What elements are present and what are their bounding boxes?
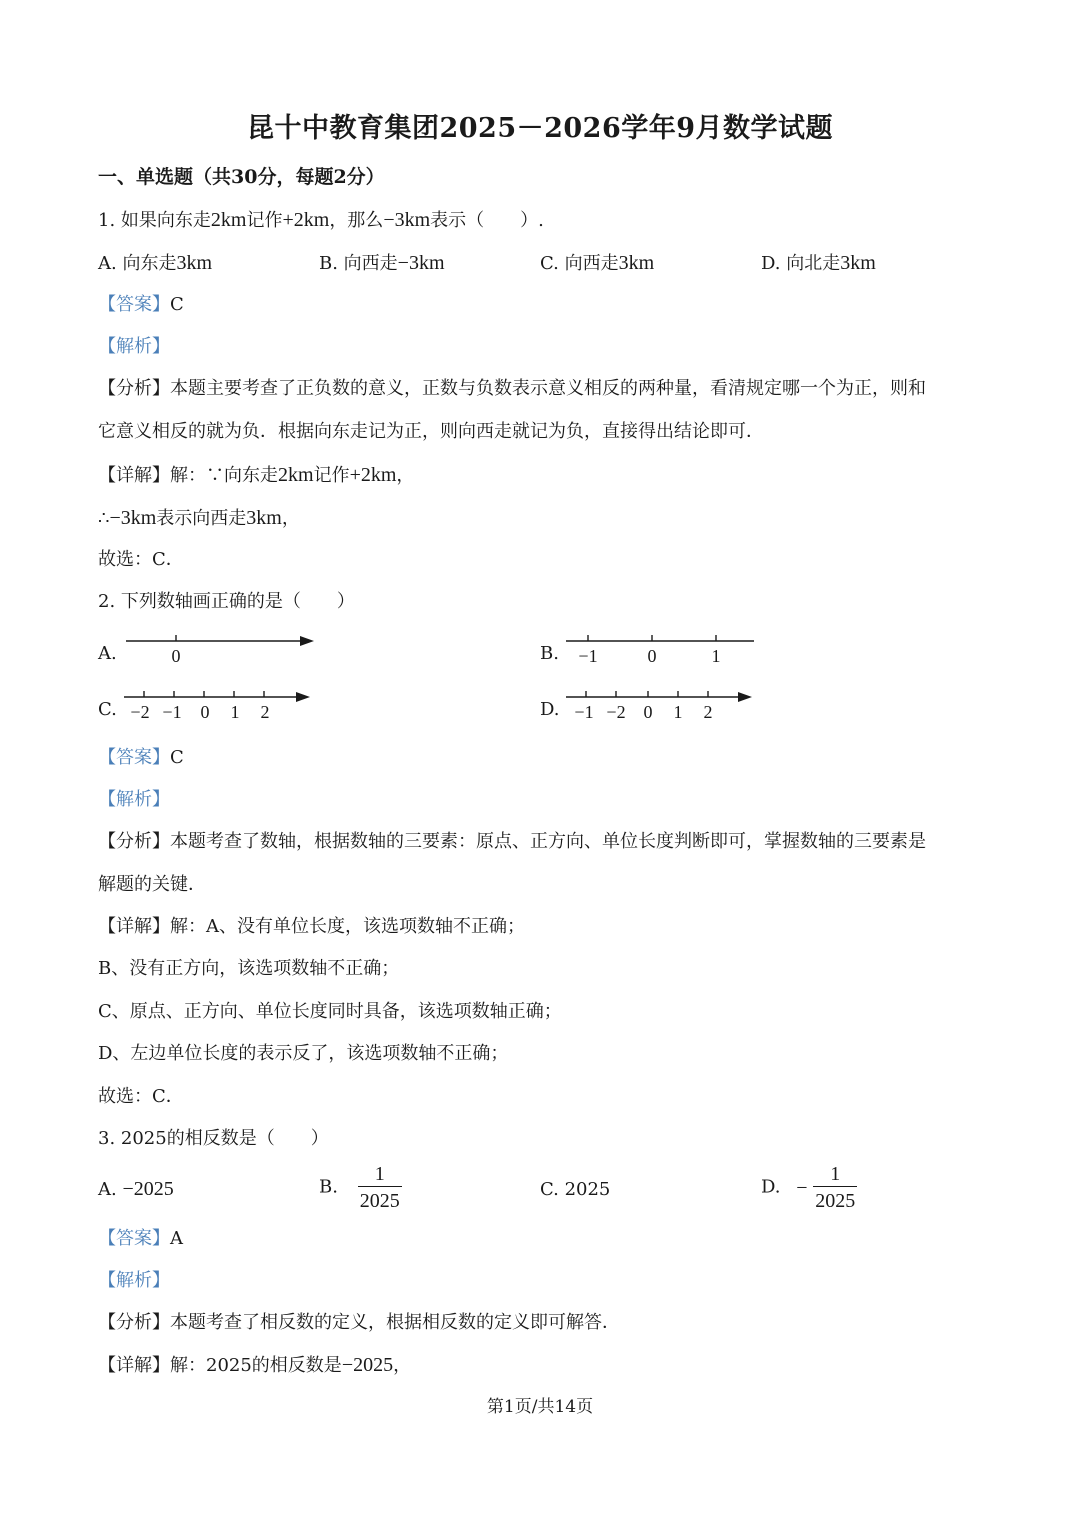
q3-option-c: C. 2025 [540,1179,611,1200]
q2-xiangjie-c: C、原点、正方向、单位长度同时具备，该选项数轴正确； [98,1001,562,1022]
tick-label: 2 [260,702,270,722]
section-heading: 一、单选题（共30分，每题2分） [98,166,385,188]
fraction: $\frac{1}{2025}$ [815,1163,856,1212]
tick-label: −1 [578,646,598,666]
fraction: $\frac{1}{2025}$ [359,1163,400,1212]
page-title: 昆十中教育集团2025－2026学年9月数学试题 [246,113,834,144]
q3-analysis-label: 【解析】 [98,1270,170,1291]
question-3-stem: 3. 2025的相反数是（ ） [98,1128,329,1149]
tick-label: 1 [230,702,240,722]
q1-fenxi-cont: 它意义相反的就为负．根据向东走记为正，则向西走就记为负，直接得出结论即可． [98,421,764,442]
q2-option-c-label: C. [98,699,117,720]
q1-answer: 【答案】C [98,294,184,315]
q2-option-d-label: D. [540,699,560,720]
q2-xiangjie-d: D、左边单位长度的表示反了，该选项数轴不正确； [98,1043,509,1064]
q2-xiangjie-b: B、没有正方向，该选项数轴不正确； [98,958,400,979]
q2-fenxi: 【分析】本题考查了数轴，根据数轴的三要素：原点、正方向、单位长度判断即可，掌握数轴的三要素是 [98,831,926,852]
tick-label: 0 [647,646,657,666]
tick-label: 2 [703,702,713,722]
q1-xiangjie: 【详解】解：∵向东走2km记作+2km， [98,464,415,486]
question-2-stem: 2. 下列数轴画正确的是（ ） [98,591,355,612]
q2-answer: 【答案】C [98,747,184,768]
q2-option-a-numberline [120,628,320,670]
q2-option-d-numberline [562,684,762,726]
q3-option-d: D. − $\frac{1}{2025}$ [761,1163,856,1212]
q2-analysis-label: 【解析】 [98,789,170,810]
q3-option-b: B. $\frac{1}{2025}$ [319,1163,400,1212]
q2-option-a-label: A. [98,643,117,664]
q1-option-d: D. 向北走3km [761,252,876,274]
q2-choose: 故选：C． [98,1086,184,1107]
tick-label: −2 [606,702,626,722]
q2-xiangjie: 【详解】解：A、没有单位长度，该选项数轴不正确； [98,916,525,937]
q3-option-a: A. −2025 [98,1178,174,1200]
q3-answer: 【答案】A [98,1228,183,1249]
tick-label: −1 [162,702,182,722]
tick-label: −1 [574,702,594,722]
q1-xiangjie-2: ∴−3km表示向西走3km， [98,507,300,529]
tick-label: 1 [673,702,683,722]
q2-option-b-label: B. [540,643,559,664]
question-1-stem: 1. 如果向东走2km记作+2km，那么−3km表示（ ）. [98,209,544,231]
tick-label: 0 [200,702,210,722]
q2-fenxi-cont: 解题的关键． [98,874,206,895]
q1-option-a: A. 向东走3km [98,252,213,274]
q1-analysis-label: 【解析】 [98,336,170,357]
q2-option-b-numberline [562,628,762,670]
tick-label: 0 [643,702,653,722]
q1-fenxi: 【分析】本题主要考查了正负数的意义，正数与负数表示意义相反的两种量，看清规定哪一个为正，则和 [98,378,926,399]
page-footer: 第1页/共14页 [486,1397,594,1417]
q1-choose: 故选：C． [98,549,184,570]
q3-fenxi: 【分析】本题考查了相反数的定义，根据相反数的定义即可解答． [98,1312,620,1333]
tick-label: 1 [711,646,721,666]
tick-label: 0 [171,646,181,666]
q1-option-c: C. 向西走3km [540,252,655,274]
q3-xiangjie: 【详解】解：2025的相反数是−2025， [98,1354,412,1376]
q2-option-c-numberline [120,684,320,726]
tick-label: −2 [130,702,150,722]
q1-option-b: B. 向西走−3km [319,252,445,274]
